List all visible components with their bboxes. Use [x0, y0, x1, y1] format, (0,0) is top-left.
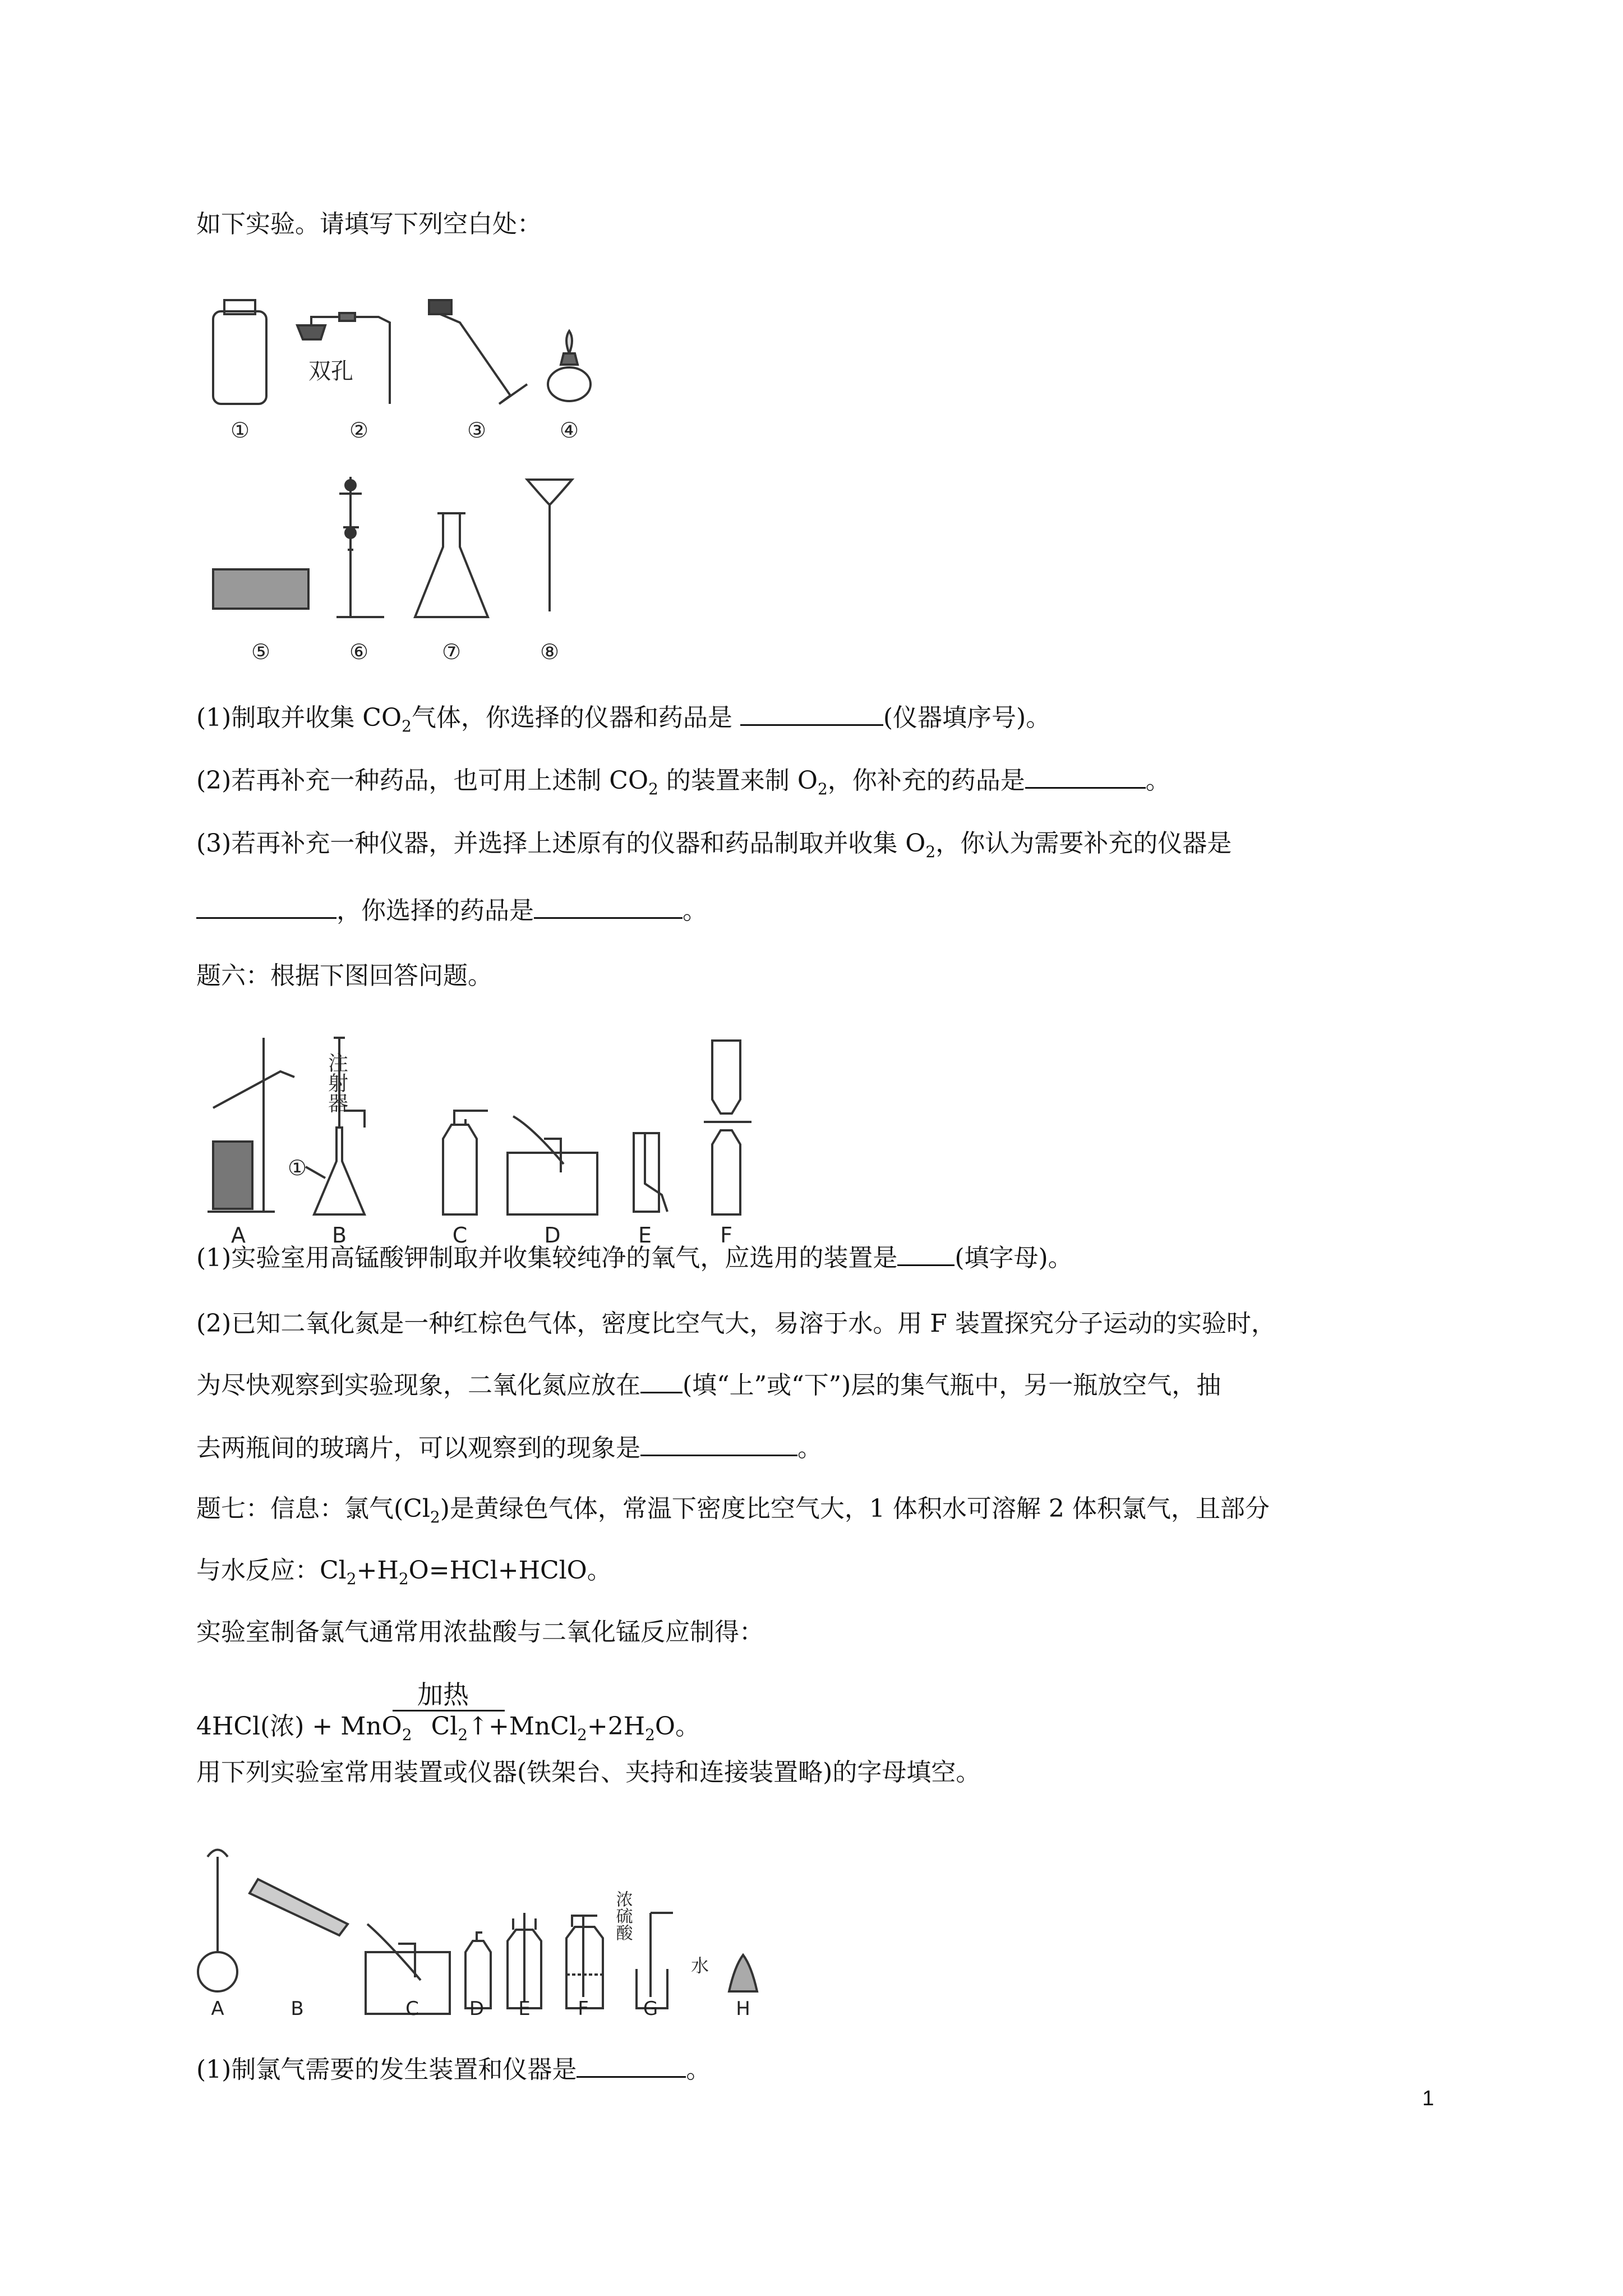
- q6-part2-line2: 为尽快观察到实验现象，二氧化氮应放在 (填“上”或“下”)层的集气瓶中，另一瓶放空气，抽: [196, 1369, 1221, 1402]
- label-2: ②: [349, 418, 369, 443]
- q5-part3-cont: ，你选择的药品是 。: [196, 894, 707, 928]
- q6-title: 题六：根据下图回答问题。: [196, 961, 492, 990]
- tube-label: 双孔: [308, 358, 353, 384]
- q5-part3: (3)若再补充一种仪器，并选择上述原有的仪器和药品制取并收集 $O_2$，你认为需要补充的仪器是: [196, 829, 1232, 861]
- figure-apparatus-a-f: [196, 1027, 791, 1251]
- label-1: ①: [230, 418, 250, 443]
- answer-blank[interactable]: [534, 895, 683, 919]
- apparatus-b: [314, 1128, 365, 1214]
- bent-tube: [429, 300, 451, 314]
- letter-g: G: [643, 1998, 658, 2019]
- reaction-equation: 4HCl(浓) + MnO$_2$ $Cl_2↑+MnCl_2+2H_2O$。: [196, 1712, 700, 1744]
- apparatus-a: [198, 1952, 237, 1991]
- letter-b: B: [331, 1223, 347, 1248]
- reaction-condition: 加热: [417, 1680, 469, 1710]
- answer-blank[interactable]: [577, 2054, 686, 2078]
- label-7: ⑦: [441, 639, 462, 664]
- q7-line2: 与水反应：$Cl_2+H_2O=HCl+HClO$。: [196, 1556, 612, 1588]
- figure-instruments: [196, 292, 623, 673]
- alcohol-lamp: [548, 367, 591, 401]
- page-number: 1: [1422, 2087, 1435, 2110]
- q6-part1: (1)实验室用高锰酸钾制取并收集较纯净的氧气，应选用的装置是 (填字母)。: [196, 1241, 1073, 1275]
- apparatus-f: [712, 1041, 740, 1114]
- intro-text: 如下实验。请填写下列空白处：: [196, 210, 542, 238]
- label-3: ③: [467, 418, 487, 443]
- q7-line3: 实验室制备氯气通常用浓盐酸与二氧化锰反应制得：: [196, 1618, 764, 1646]
- q6-part2-line3: 去两瓶间的玻璃片，可以观察到的现象是 。: [196, 1432, 822, 1465]
- letter-c: C: [452, 1223, 468, 1248]
- apparatus-f: [566, 1927, 603, 2008]
- powder-dish: [213, 569, 308, 609]
- iron-stand: [336, 477, 384, 617]
- letter-d: D: [544, 1223, 561, 1248]
- apparatus-d: [508, 1153, 597, 1214]
- q7-line5: 用下列实验室常用装置或仪器(铁架台、夹持和连接装置略)的字母填空。: [196, 1758, 981, 1787]
- label-8: ⑧: [540, 639, 560, 664]
- long-funnel: [527, 480, 572, 505]
- apparatus-h: [729, 1955, 757, 1991]
- letter-f: F: [578, 1998, 589, 2019]
- water-label: 水: [690, 1955, 709, 1976]
- apparatus-e: [634, 1133, 659, 1212]
- erlenmeyer-flask: [415, 513, 488, 617]
- gas-bottle: [213, 311, 266, 404]
- answer-blank[interactable]: [640, 1432, 797, 1456]
- letter-d: D: [469, 1998, 485, 2019]
- q7-part1: (1)制氯气需要的发生装置和仪器是 。: [196, 2053, 711, 2087]
- answer-blank[interactable]: [640, 1369, 683, 1393]
- q5-part1: (1)制取并收集 $CO_2$气体，你选择的仪器和药品是 (仪器填序号)。: [196, 701, 1050, 735]
- letter-c: C: [405, 1998, 419, 2019]
- acid-label: 浓硫酸: [612, 1890, 633, 1941]
- answer-blank[interactable]: [196, 895, 336, 919]
- q7-line1: 题七：信息：氯气$(Cl_2)$是黄绿色气体，常温下密度比空气大，1 体积水可溶解 2 体积氯气，且部分: [196, 1494, 1270, 1526]
- label-6: ⑥: [349, 639, 369, 664]
- answer-blank[interactable]: [740, 702, 883, 726]
- letter-h: H: [736, 1998, 750, 2019]
- letter-e: E: [638, 1223, 652, 1248]
- apparatus-b: [250, 1879, 348, 1935]
- answer-blank[interactable]: [1025, 765, 1146, 789]
- q5-part2: (2)若再补充一种药品，也可用上述制 $CO_2$ 的装置来制 $O_2$，你补充的药品是 。: [196, 764, 1170, 798]
- stopper-tube: [297, 325, 325, 339]
- marker-label: ①: [287, 1156, 307, 1180]
- q6-part2-line1: (2)已知二氧化氮是一种红棕色气体，密度比空气大，易溶于水。用 F 装置探究分子运动的实验时，: [196, 1309, 1276, 1338]
- syringe-label: 注射器: [325, 1052, 348, 1113]
- figure-apparatus-a-h: [196, 1840, 785, 2019]
- letter-b: B: [291, 1998, 304, 2019]
- apparatus-c: [443, 1125, 477, 1214]
- answer-blank[interactable]: [897, 1242, 955, 1266]
- letter-a: A: [231, 1223, 246, 1248]
- letter-e: E: [518, 1998, 531, 2019]
- letter-a: A: [211, 1998, 224, 2019]
- label-5: ⑤: [251, 639, 271, 664]
- letter-f: F: [720, 1223, 732, 1248]
- label-4: ④: [559, 418, 579, 443]
